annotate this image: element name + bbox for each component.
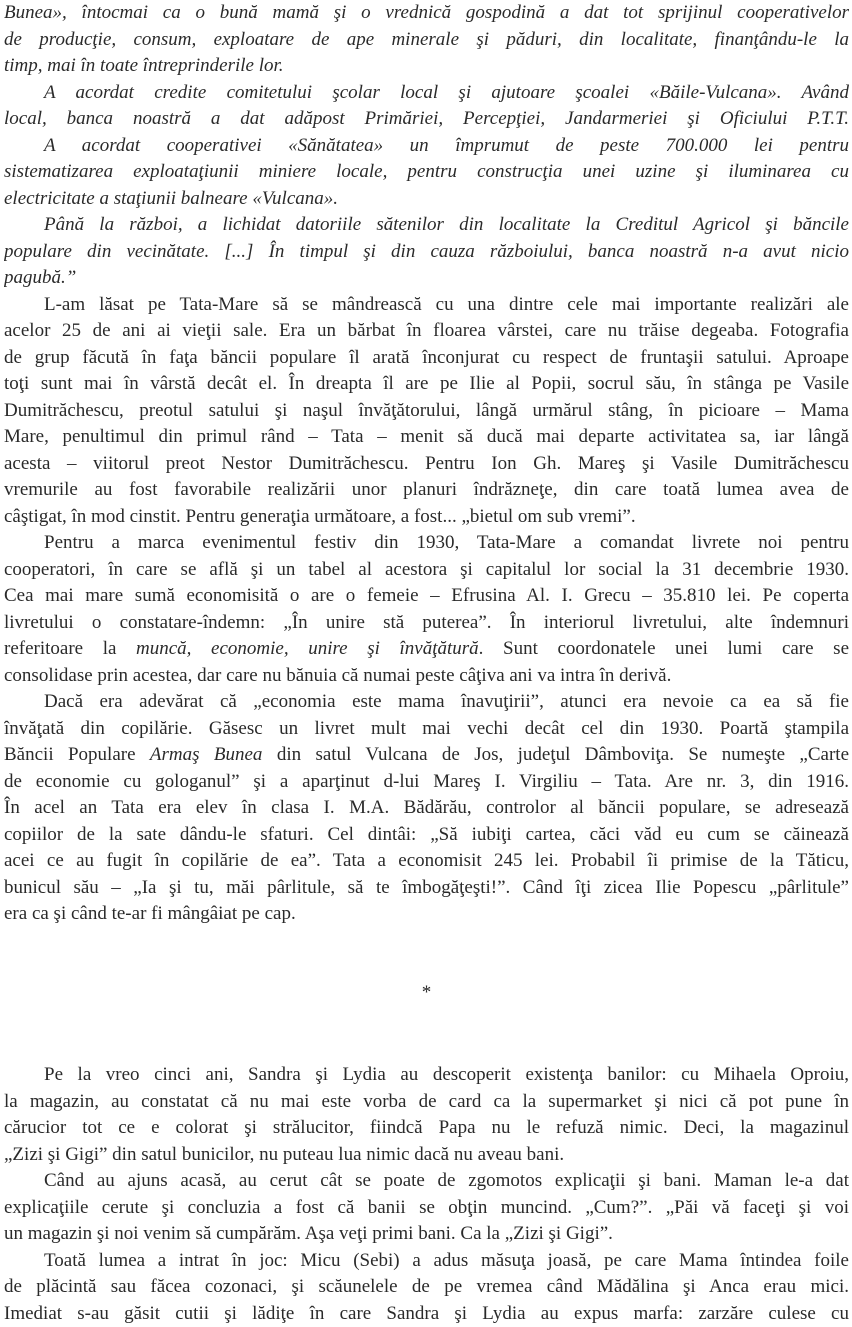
text-line: Toată lumea a intrat în joc: Micu (Sebi) a adus măsuţa joasă, pe care Mama întindea foile (4, 1248, 849, 1275)
text-line: sistematizarea exploataţiunii miniere locale, pentru construcţia unei uzine şi iluminarea cu (4, 159, 849, 186)
text-line: bunicul său – „Ia şi tu, măi pârlitule, să te îmbogăţeşti!”. Când îţi zicea Ilie Popescu „pârlitule” (4, 875, 849, 902)
text-fragment: . Sunt coordonatele unei lumi care se (479, 638, 849, 659)
text-line: Bunea», întocmai ca o bună mamă şi o vrednică gospodină a dat tot sprijinul cooperativelor (4, 0, 849, 27)
text-line: învăţată din copilărie. Găsesc un livret mult mai vechi decât cel din 1930. Poartă ştampila (4, 716, 849, 743)
text-line: copiilor de la sate dându-le sfaturi. Cel dintâi: „Să iubiţi cartea, căci văd eu cum se căinează (4, 822, 849, 849)
text-line: Mare, penultimul din primul rând – Tata – menit să ducă mai departe activitatea sa, iar lângă (4, 424, 849, 451)
text-line: Imediat s-au găsit cutii şi lădiţe în care Sandra şi Lydia au expus marfa: zarzăre culese cu (4, 1301, 849, 1327)
text-line: toţi sunt mai în vârstă decât el. În dreapta îl are pe Ilie al Popii, socrul său, în stânga pe Vasile (4, 371, 849, 398)
text-line (4, 742, 849, 769)
text-line: vremurile au fost favorabile realizării unor planuri îndrăzneţe, din care toată lumea avea de (4, 477, 849, 504)
text-line (4, 636, 849, 663)
text-line: Dacă era adevărat că „economia este mama înavuţirii”, atunci era nevoie ca ea să fie (4, 689, 849, 716)
spacer (4, 1006, 849, 1062)
text-line: acelor 25 de ani ai vieţii sale. Era un bărbat în floarea vârstei, care nu trăise degeaba. Fotografia (4, 318, 849, 345)
text-line: consolidase prin acestea, dar care nu bănuia că numai peste câţiva ani va intra în derivă. (4, 663, 849, 690)
text-line: Când au ajuns acasă, au cerut cât se poate de zgomotos explicaţii şi bani. Maman le-a dat (4, 1168, 849, 1195)
text-line: câştigat, în mod cinstit. Pentru generaţia următoare, a fost... „bietul om sub vremi”. (4, 504, 849, 531)
text-line: local, banca noastră a dat adăpost Primăriei, Percepţiei, Jandarmeriei şi Oficiului P.T.T. (4, 106, 849, 133)
text-line: acei ce au fugit în copilărie de ea”. Tata a economisit 245 lei. Probabil îi primise de la Tăticu, (4, 848, 849, 875)
text-line: În acel an Tata era elev în clasa I. M.A. Bădărău, controlor al băncii populare, se adresează (4, 795, 849, 822)
text-line: Dumitrăchescu, preotul satului şi naşul învăţătorului, lângă urmărul stâng, în picioare – Mama (4, 398, 849, 425)
text-line: Cea mai mare sumă economisită o are o femeie – Efrusina Al. I. Grecu – 35.810 lei. Pe coperta (4, 583, 849, 610)
text-line: Pentru a marca evenimentul festiv din 1930, Tata-Mare a comandat livrete noi pentru (4, 530, 849, 557)
text-line: acesta – viitorul preot Nestor Dumitrăchescu. Pentru Ion Gh. Mareş şi Vasile Dumitrăchescu (4, 451, 849, 478)
text-line: cooperatori, în care se află şi un tabel al acestora şi capitalul lor social la 31 decembrie 1930. (4, 557, 849, 584)
text-line: de economie cu gologanul” şi a aparţinut d-lui Mareş I. Virgiliu – Tata. Are nr. 3, din 1916. (4, 769, 849, 796)
text-line: la magazin, au constatat că nu mai este vorba de card ca la supermarket şi nici că pot pune în (4, 1089, 849, 1116)
emphasis-text: muncă, economie, unire şi învăţătură (136, 638, 479, 659)
paragraph (4, 1168, 849, 1248)
text-line: pagubă.” (4, 265, 849, 292)
text-line: de grup făcută în faţa băncii populare îl arată înconjurat cu respect de fruntaşii satului. Aproape (4, 345, 849, 372)
text-line: populare din vecinătate. [...] În timpul şi din cauza războiului, banca noastră n-a avut nicio (4, 239, 849, 266)
text-line: explicaţiile cerute şi concluzia a fost că banii se obţin muncind. „Cum?”. „Păi vă faceţi şi voi (4, 1195, 849, 1222)
text-line: electricitate a staţiunii balneare «Vulcana». (4, 186, 849, 213)
text-fragment: din satul Vulcana de Jos, judeţul Dâmboviţa. Se numeşte „Carte (262, 744, 849, 765)
text-line: A acordat credite comitetului şcolar local şi ajutoare şcoalei «Băile-Vulcana». Având (4, 80, 849, 107)
text-line: un magazin şi noi venim să cumpărăm. Aşa veţi primi bani. Ca la „Zizi şi Gigi”. (4, 1221, 849, 1248)
text-fragment: referitoare la (4, 638, 136, 659)
text-line: timp, mai în toate întreprinderile lor. (4, 53, 849, 80)
paragraph (4, 1248, 849, 1327)
text-fragment: Băncii Populare (4, 744, 150, 765)
text-line: Până la război, a lichidat datoriile sătenilor din localitate la Creditul Agricol şi băncile (4, 212, 849, 239)
text-line: L-am lăsat pe Tata-Mare să se mândrească cu una dintre cele mai importante realizări ale (4, 292, 849, 319)
text-line: de plăcintă sau făcea cozonaci, şi scăunelele de pe vremea când Mădălina şi Anca erau mici. (4, 1274, 849, 1301)
quote-block (4, 0, 849, 292)
text-line: era ca şi când te-ar fi mângâiat pe cap. (4, 901, 849, 928)
section-separator: * (4, 980, 849, 1007)
emphasis-text: Armaş Bunea (150, 744, 263, 765)
text-line: cărucior tot ce e colorat şi strălucitor, fiindcă Papa nu le refuză nimic. Deci, la magazinul (4, 1115, 849, 1142)
paragraph (4, 292, 849, 531)
paragraph (4, 1062, 849, 1168)
text-line: A acordat cooperativei «Sănătatea» un împrumut de peste 700.000 lei pentru (4, 133, 849, 160)
paragraph (4, 689, 849, 928)
text-line: de producţie, consum, exploatare de ape minerale şi păduri, din localitate, finanţându-le la (4, 27, 849, 54)
text-line: „Zizi şi Gigi” din satul bunicilor, nu puteau lua nimic dacă nu aveau bani. (4, 1142, 849, 1169)
paragraph (4, 530, 849, 689)
text-line: Pe la vreo cinci ani, Sandra şi Lydia au descoperit existenţa banilor: cu Mihaela Oproiu, (4, 1062, 849, 1089)
text-line: livretului o constatare-îndemn: „În unire stă puterea”. În interiorul livretului, alte îndemnuri (4, 610, 849, 637)
